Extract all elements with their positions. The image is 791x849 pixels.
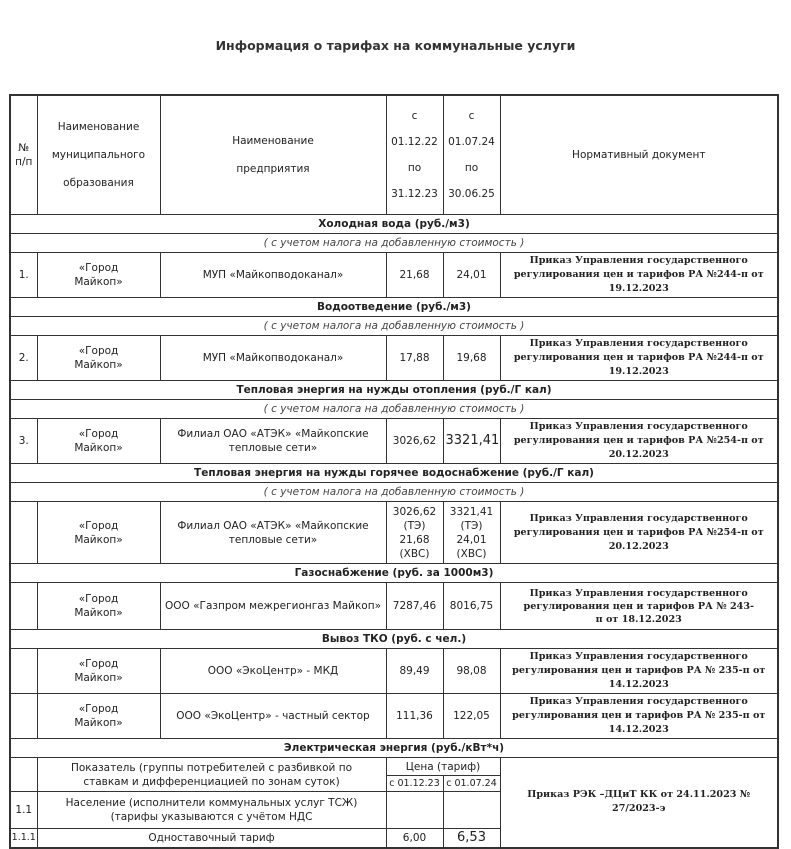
price-header: Цена (тариф) — [386, 758, 500, 776]
table-row: «Город Майкоп» ООО «ЭкоЦентр» - МКД 89,49 98,08 Приказ Управления государственного регулирования цен и тарифов РА № 235-п от 14.12.2023 — [10, 649, 778, 694]
table-row — [10, 758, 778, 776]
header-period-2: с 01.07.24 по 30.06.25 — [443, 95, 500, 215]
table-row: 3. «Город Майкоп» Филиал ОАО «АТЭК» «Майкопские тепловые сети» 3026,62 3321,41 Приказ Управления государственного регулирования цен и тарифов РА №254-п от 20.12.2023 — [10, 419, 778, 464]
section-heating: Тепловая энергия на нужды отопления (руб./Г кал) — [10, 381, 778, 400]
header-num: № п/п — [10, 95, 37, 215]
vat-note: ( с учетом налога на добавленную стоимость ) — [10, 483, 778, 502]
tariff-table — [9, 94, 779, 849]
table-row: 2. «Город Майкоп» МУП «Майкопводоканал» 17,88 19,68 Приказ Управления государственного регулирования цен и тарифов РА №244-п от 19.12.2023 — [10, 336, 778, 381]
table-row: 1. «Город Майкоп» МУП «Майкопводоканал» 21,68 24,01 Приказ Управления государственного регулирования цен и тарифов РА №244-п от 19.12.2023 — [10, 253, 778, 298]
table-row: «Город Майкоп» ООО «Газпром межрегионгаз Майкоп» 7287,46 8016,75 Приказ Управления государственного регулирования цен и тарифов РА № 243-п от 18.12.2023 — [10, 583, 778, 630]
table-header-row — [10, 95, 778, 215]
table-row: «Город Майкоп» Филиал ОАО «АТЭК» «Майкопские тепловые сети» 3026,62 (ТЭ) 21,68 (ХВС) 3321,41 (ТЭ) 24,01 (ХВС) Приказ Управления государственного регулирования цен и тарифов РА №254-п от 20.12.2023 — [10, 502, 778, 564]
page-title: Информация о тарифах на коммунальные услуги — [215, 38, 576, 53]
section-gas: Газоснабжение (руб. за 1000м3) — [10, 564, 778, 583]
vat-note: ( с учетом налога на добавленную стоимость ) — [10, 317, 778, 336]
table-row: 1.1 Население (исполнители коммунальных услуг ТСЖ) (тарифы указываются с учётом НДС — [10, 792, 778, 829]
vat-note: ( с учетом налога на добавленную стоимость ) — [10, 400, 778, 419]
table-row: с 01.12.23 с 01.07.24 — [10, 776, 778, 792]
section-cold-water: Холодная вода (руб./м3) — [10, 215, 778, 234]
header-period-1: с 01.12.22 по 31.12.23 — [386, 95, 443, 215]
vat-note: ( с учетом налога на добавленную стоимость ) — [10, 234, 778, 253]
electricity-indicator: Показатель (группы потребителей с разбивкой по ставкам и дифференциацией по зонам суток) — [37, 758, 386, 792]
section-hot-water: Тепловая энергия на нужды горячее водоснабжение (руб./Г кал) — [10, 464, 778, 483]
section-waste: Вывоз ТКО (руб. с чел.) — [10, 630, 778, 649]
header-municipality: Наименование муниципального образования — [37, 95, 160, 215]
header-document: Нормативный документ — [500, 95, 778, 215]
electricity-doc: Приказ РЭК –ДЦиТ КК от 24.11.2023 № 27/2023-э — [500, 758, 778, 848]
header-enterprise: Наименование предприятия — [160, 95, 386, 215]
section-electricity: Электрическая энергия (руб./кВт*ч) — [10, 739, 778, 758]
table-row: «Город Майкоп» ООО «ЭкоЦентр» - частный сектор 111,36 122,05 Приказ Управления государственного регулирования цен и тарифов РА № 235-п от 14.12.2023 — [10, 694, 778, 739]
table-row: 1.1.1 Одноставочный тариф 6,00 6,53 — [10, 829, 778, 848]
section-sewage: Водоотведение (руб./м3) — [10, 298, 778, 317]
